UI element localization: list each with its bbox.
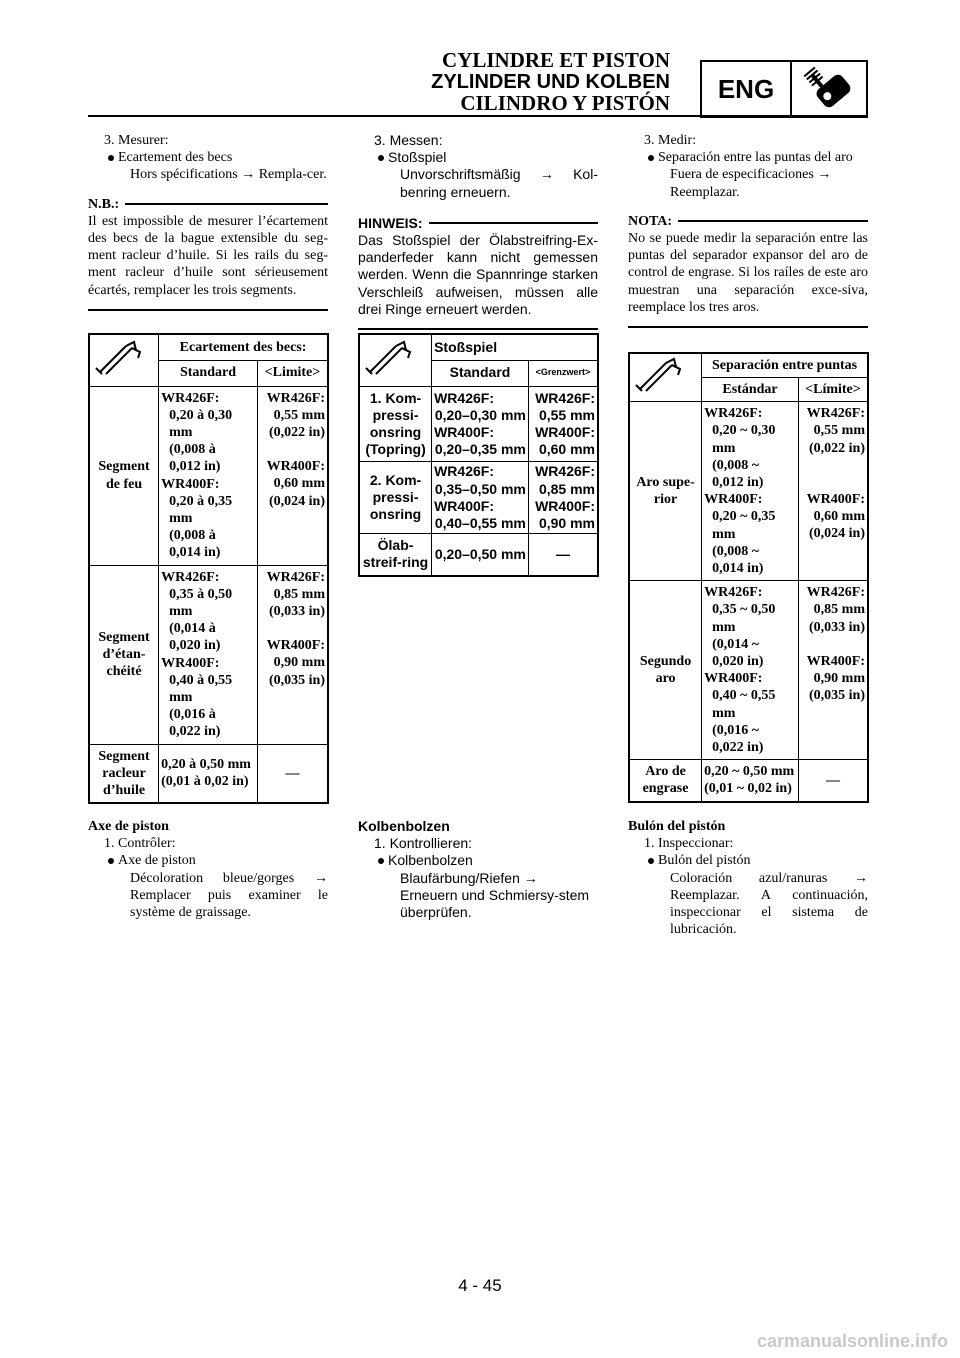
eng-label: ENG <box>702 62 792 116</box>
de-oil-lim: — <box>528 534 598 576</box>
fr-bullet: Ecartement des becs <box>88 149 328 166</box>
fr-row-name: Segment d’étan-chéité <box>89 565 159 744</box>
fr-note-header <box>88 196 328 213</box>
de-row-lim: WR426F: 0,55 mm WR400F: 0,60 mm <box>528 386 598 462</box>
page-number: 4 - 45 <box>458 1276 502 1295</box>
fr-row-lim: WR426F: 0,85 mm (0,033 in) WR400F: 0,90 mm (0,035 in) <box>257 565 328 744</box>
es-note-end <box>628 326 868 328</box>
es-pin-bullet: Bulón del pistón <box>628 852 868 869</box>
es-action: Fuera de especificaciones → Reemplazar. <box>670 167 832 200</box>
fr-tool-cell <box>89 334 159 386</box>
es-pin-title: Bulón del pistón <box>628 819 726 834</box>
es-pin-block <box>628 818 868 938</box>
fr-row-std: WR426F: 0,35 à 0,50 mm (0,014 à 0,020 in) WR400F: 0,40 à 0,55 mm (0,016 à 0,022 in) <box>159 565 258 744</box>
es-row-lim: WR426F: 0,85 mm (0,033 in) WR400F: 0,90 mm (0,035 in) <box>798 581 868 760</box>
de-note-end <box>358 328 598 330</box>
es-lim-header: <Límite> <box>798 377 868 401</box>
es-bullet: Separación entre las puntas del aro <box>628 149 868 166</box>
de-oil-std: 0,20–0,50 mm <box>432 534 529 576</box>
de-note-label: HINWEIS: <box>358 214 423 231</box>
fr-pin-step: 1. Contrôler: <box>104 836 176 852</box>
es-row-std: WR426F: 0,35 ~ 0,50 mm (0,014 ~ 0,020 in) WR400F: 0,40 ~ 0,55 mm (0,016 ~ 0,022 in) <box>702 581 799 760</box>
es-pin-action: Coloración azul/ranuras → Reemplazar. A continuación, inspeccionar el sistema de lubricación. <box>670 870 868 938</box>
fr-lim-header: <Limite> <box>257 360 328 386</box>
feeler-gauge-icon <box>92 338 152 378</box>
fr-note: Il est impossible de mesurer l’écartement des becs de la bague extensible du seg-ment racleur d’huile. Si les rails du seg-ment racleur d’huile sont sérieusement écartés, remplacer les trois segments. <box>88 213 328 298</box>
de-pin-step: 1. Kontrollieren: <box>374 835 473 852</box>
de-row-lim: WR426F: 0,85 mm WR400F: 0,90 mm <box>528 462 598 534</box>
de-table-title: Stoßspiel <box>432 334 598 360</box>
es-row-name: Aro supe-rior <box>629 402 702 581</box>
de-std-header: Standard <box>432 360 529 386</box>
fr-measure-block <box>88 132 328 311</box>
es-note-label: NOTA: <box>628 213 673 229</box>
es-oil-std: 0,20 ~ 0,50 mm (0,01 ~ 0,02 in) <box>702 760 799 802</box>
fr-step: 3. Mesurer: <box>104 133 169 148</box>
de-note-header <box>358 215 598 232</box>
fr-pin-block <box>88 818 328 921</box>
es-row-name: Segundo aro <box>629 581 702 760</box>
es-note-header <box>628 213 868 230</box>
de-pin-block <box>358 818 598 921</box>
es-tool-cell <box>629 353 702 402</box>
fr-note-label: N.B.: <box>88 196 120 212</box>
es-table-title: Separación entre puntas <box>702 353 868 377</box>
fr-oil-name: Segment racleur d’huile <box>89 744 159 803</box>
fr-std-header: Standard <box>159 360 258 386</box>
es-step: 3. Medir: <box>644 133 697 148</box>
es-row-std: WR426F: 0,20 ~ 0,30 mm (0,008 ~ 0,012 in) WR400F: 0,20 ~ 0,35 mm (0,008 ~ 0,014 in) <box>702 402 799 581</box>
es-note: No se puede medir la separación entre las puntas del separador expansor del aro de control de engrase. Si los raíles de este aro muestran una separación exce-siva, reemplace los tres aros. <box>628 231 868 315</box>
de-row-name: 2. Kom-pressi-onsring <box>359 462 432 534</box>
feeler-gauge-icon <box>632 355 692 395</box>
fr-pin-title: Axe de piston <box>88 819 169 834</box>
de-note: Das Stoßspiel der Ölabstreifring-Ex-panderfeder kann nicht gemessen werden. Wenn die Spannringe starken Verschleiß aufweisen, müssen alle drei Ringe erneuert werden. <box>358 232 598 317</box>
de-measure-block <box>358 132 598 330</box>
fr-pin-action: Décoloration bleue/gorges → Remplacer puis examiner le système de graissage. <box>130 870 328 921</box>
es-row-lim: WR426F: 0,55 mm (0,022 in) WR400F: 0,60 mm (0,024 in) <box>798 402 868 581</box>
de-pin-title: Kolbenbolzen <box>358 818 450 834</box>
fr-action: Hors spécifications → Rempla-cer. <box>130 167 327 183</box>
de-spec-table <box>358 333 599 577</box>
es-oil-name: Aro de engrase <box>629 760 702 802</box>
feeler-gauge-icon <box>362 338 422 378</box>
title-de: ZYLINDER UND KOLBEN <box>431 71 670 93</box>
de-pin-bullet: Kolbenbolzen <box>358 852 598 869</box>
title-es: CILINDRO Y PISTÓN <box>460 91 670 115</box>
title-fr: CYLINDRE ET PISTON <box>442 48 670 72</box>
fr-row-lim: WR426F: 0,55 mm (0,022 in) WR400F: 0,60 mm (0,024 in) <box>257 386 328 565</box>
de-row-std: WR426F: 0,20–0,30 mm WR400F: 0,20–0,35 mm <box>432 386 529 462</box>
de-action: Unvorschriftsmäßig → Kol-benring erneuern. <box>400 166 598 200</box>
es-std-header: Estándar <box>702 377 799 401</box>
fr-pin-bullet: Axe de piston <box>88 852 328 869</box>
fr-oil-lim: — <box>257 744 328 803</box>
fr-table-title: Ecartement des becs: <box>159 334 328 360</box>
watermark: carmanualsonline.info <box>756 1331 948 1351</box>
es-measure-block <box>628 132 868 328</box>
es-spec-table <box>628 352 869 803</box>
fr-row-name: Segment de feu <box>89 386 159 565</box>
fr-row-std: WR426F: 0,20 à 0,30 mm (0,008 à 0,012 in) WR400F: 0,20 à 0,35 mm (0,008 à 0,014 in) <box>159 386 258 565</box>
de-row-name: 1. Kom-pressi-onsring (Topring) <box>359 386 432 462</box>
de-step: 3. Messen: <box>374 132 443 148</box>
fr-note-end <box>88 309 328 311</box>
eng-badge <box>700 60 868 118</box>
fr-spec-table <box>88 333 329 804</box>
engine-piston-icon <box>794 64 866 116</box>
de-bullet: Stoßspiel <box>358 149 598 166</box>
es-oil-lim: — <box>798 760 868 802</box>
fr-oil-std: 0,20 à 0,50 mm (0,01 à 0,02 in) <box>159 744 258 803</box>
de-pin-action: Blaufärbung/Riefen → Erneuern und Schmiersy-stem überprüfen. <box>400 869 590 921</box>
de-oil-name: Ölab-streif-ring <box>359 534 432 576</box>
de-row-std: WR426F: 0,35–0,50 mm WR400F: 0,40–0,55 mm <box>432 462 529 534</box>
de-tool-cell <box>359 334 432 386</box>
es-pin-step: 1. Inspeccionar: <box>644 836 734 852</box>
de-lim-header: <Grenzwert> <box>528 360 598 386</box>
